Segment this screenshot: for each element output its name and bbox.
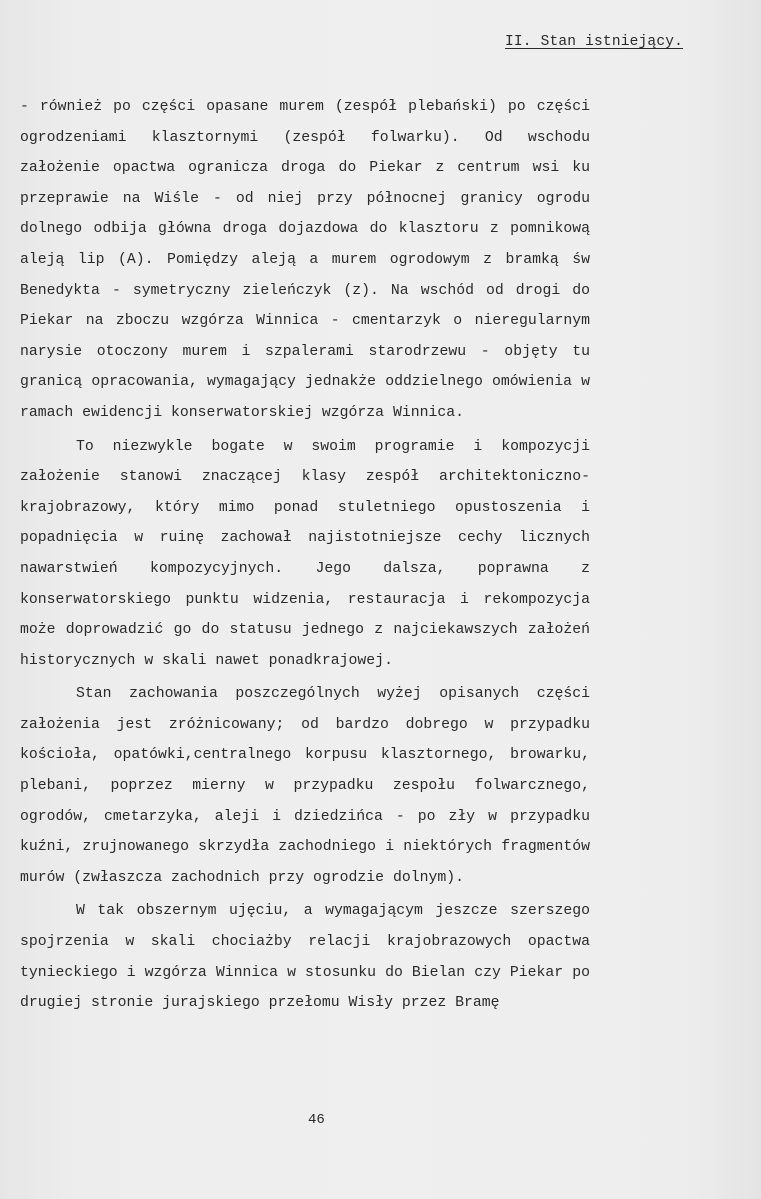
- section-header: II. Stan istniejący.: [505, 34, 684, 50]
- paragraph-1: - również po części opasane murem (zespół plebański) po części ogrodzeniami klasztornymi (zespół folwarku). Od wschodu założenie opactwa ogranicza droga do Piekar z centrum wsi ku przeprawie na Wiśle - od niej przy północnej granicy ogrodu dolnego odbija główna droga dojazdowa do klasztoru z pomnikową aleją lip (A). Pomiędzy aleją a murem ogrodowym z bramką św Benedykta - symetryczny zieleńczyk (z). Na wschód od drogi do Piekar na zboczu wzgórza Winnica - cmentarzyk o nieregularnym narysie otoczony murem i szpalerami starodrzewu - objęty tu granicą opracowania, wymagający jednakże oddzielnego omówienia w ramach ewidencji konserwatorskiej wzgórza Winnica.: [20, 99, 590, 421]
- paragraph-3: Stan zachowania poszczególnych wyżej opisanych części założenia jest zróżnicowany; od bardzo dobrego w przypadku kościoła, opatówki,centralnego korpusu klasztornego, browarku, plebani, poprzez mierny w przypadku zespołu folwarcznego, ogrodów, cmetarzyka, aleji i dziedzińca - po zły w przypadku kuźni, zrujnowanego skrzydła zachodniego i niektórych fragmentów murów (zwłaszcza zachodnich przy ogrodzie dolnym).: [20, 686, 590, 886]
- page-number: 46: [308, 1112, 325, 1128]
- body-text: [20, 92, 590, 1019]
- paragraph-4: W tak obszernym ujęciu, a wymagającym jeszcze szerszego spojrzenia w skali chociażby relacji krajobrazowych opactwa tynieckiego i wzgórza Winnica w stosunku do Bielan czy Piekar po drugiej stronie jurajskiego przełomu Wisły przez Bramę: [20, 903, 590, 1012]
- paragraph-2: To niezwykle bogate w swoim programie i kompozycji założenie stanowi znaczącej klasy zespół architektoniczno-krajobrazowy, który mimo ponad stuletniego opustoszenia i popadnięcia w ruinę zachował najistotniejsze cechy licznych nawarstwień kompozycyjnych. Jego dalsza, poprawna z konserwatorskiego punktu widzenia, restauracja i rekompozycja może doprowadzić go do statusu jednego z najciekawszych założeń historycznych w skali nawet ponadkrajowej.: [20, 438, 590, 669]
